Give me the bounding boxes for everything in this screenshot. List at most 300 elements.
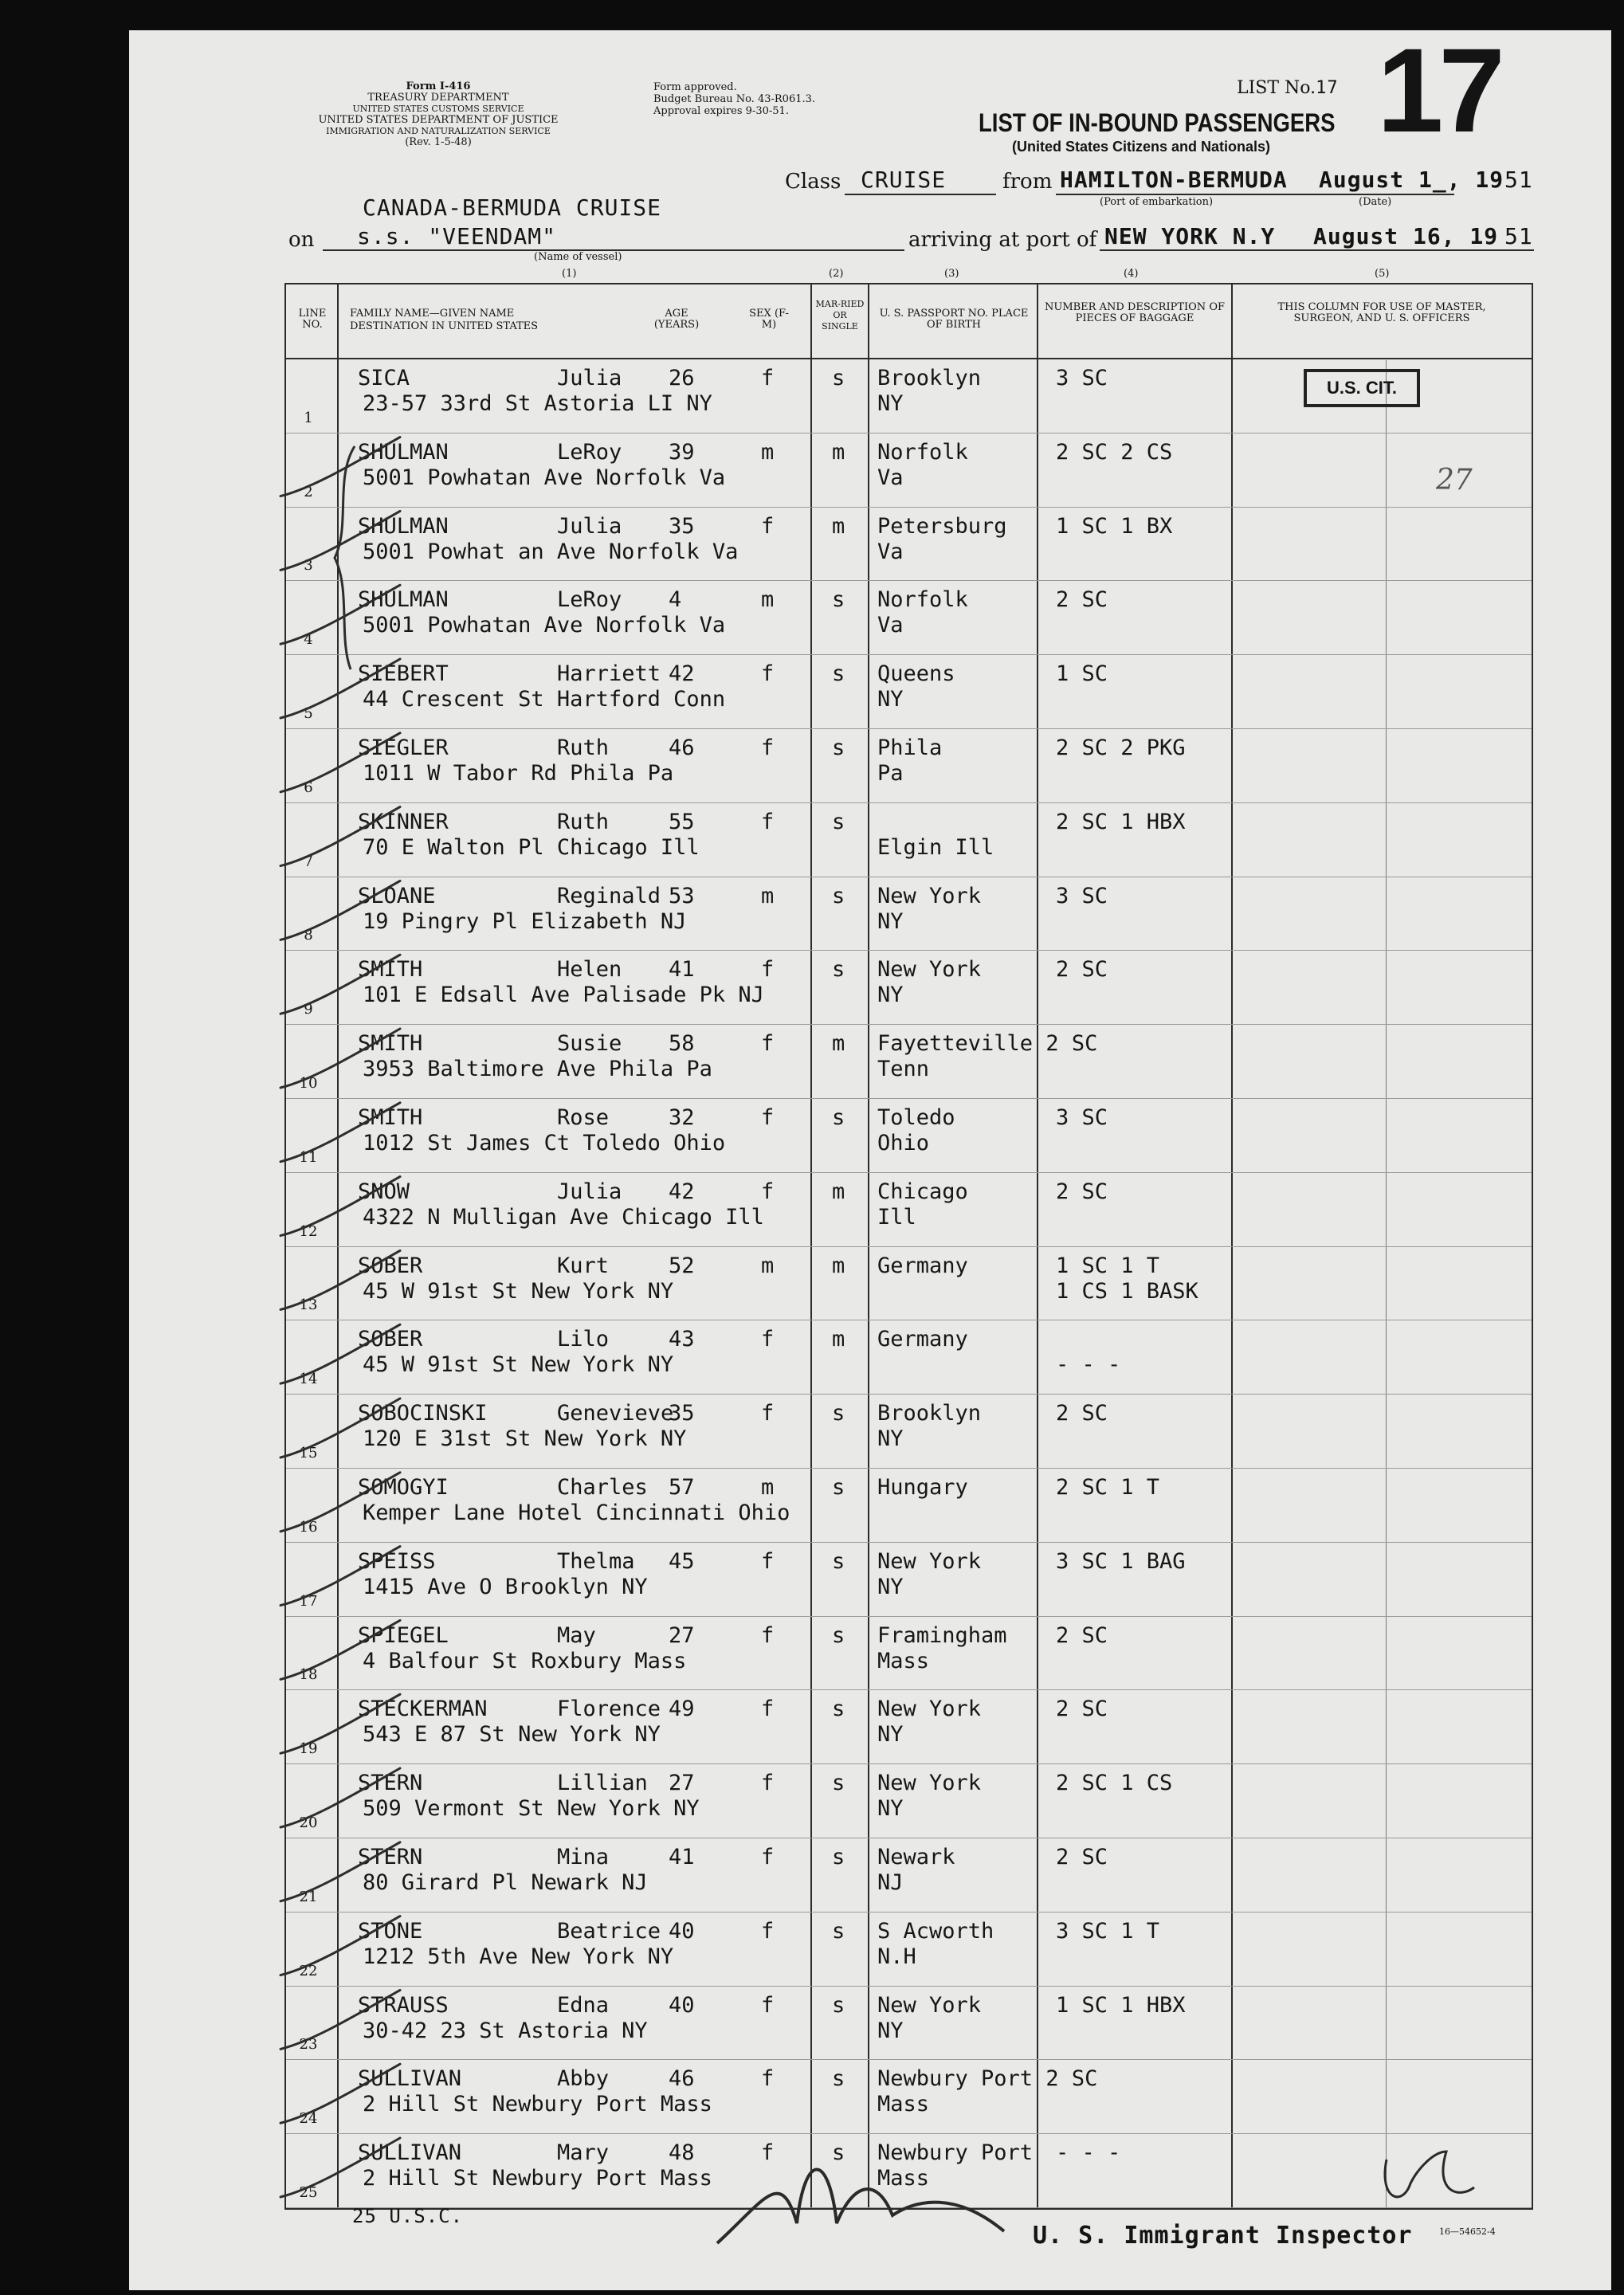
- line-number: 5: [304, 704, 313, 722]
- birthplace-state: NY: [877, 2018, 904, 2043]
- line-number: 11: [299, 1148, 318, 1166]
- embark-underline: [1056, 194, 1454, 195]
- vessel-caption: (Name of vessel): [534, 251, 622, 263]
- given-name: Lilo: [557, 1327, 610, 1352]
- baggage: 3 SC 1 T: [1056, 1918, 1160, 1944]
- sex: f: [761, 513, 775, 539]
- birthplace: Norfolk: [877, 587, 968, 613]
- married-single: s: [832, 1771, 845, 1796]
- line-number: 4: [304, 631, 313, 649]
- family-name: SKINNER: [358, 809, 449, 834]
- age: 41: [669, 1845, 695, 1869]
- married-single: s: [832, 1105, 845, 1130]
- destination-address: 2 Hill St Newbury Port Mass: [363, 2166, 712, 2191]
- baggage: 2 SC 1 CS: [1056, 1771, 1173, 1796]
- header-destination: DESTINATION IN UNITED STATES: [350, 320, 539, 332]
- table-row: [286, 1617, 1532, 1691]
- family-name: SULLIVAN: [358, 2066, 462, 2092]
- arrival-date: August 16, 19: [1313, 223, 1499, 249]
- depart-year: 51: [1504, 167, 1533, 193]
- family-name: STERN: [358, 1845, 423, 1869]
- line-number: 17: [299, 1592, 318, 1610]
- baggage: 3 SC: [1056, 1105, 1108, 1130]
- destination-address: 120 E 31st St New York NY: [363, 1426, 687, 1452]
- age: 27: [669, 1622, 695, 1648]
- age: 32: [669, 1105, 695, 1130]
- given-name: Thelma: [557, 1548, 635, 1574]
- line-number: 23: [299, 2036, 318, 2054]
- married-single: s: [832, 957, 845, 983]
- sex: f: [761, 1105, 775, 1130]
- birthplace-state: Va: [877, 539, 904, 564]
- birthplace: New York: [877, 1548, 982, 1574]
- approval-line-1: Form approved.: [653, 81, 737, 93]
- sex: f: [761, 1548, 775, 1574]
- married-single: s: [832, 1548, 845, 1574]
- birthplace-state: Va: [877, 465, 904, 490]
- baggage: 2 SC 2 PKG: [1056, 736, 1186, 760]
- baggage: 3 SC: [1056, 366, 1108, 390]
- birthplace: Norfolk: [877, 439, 968, 465]
- approval-line-2: Budget Bureau No. 43-R061.3.: [653, 93, 816, 105]
- given-name: Florence: [557, 1697, 661, 1722]
- sex: f: [761, 1327, 775, 1352]
- birthplace-state: NY: [877, 908, 904, 934]
- table-row: [286, 1099, 1532, 1173]
- married-single: s: [832, 1697, 845, 1722]
- class-label: Class: [785, 170, 841, 194]
- married-single: s: [832, 883, 845, 908]
- married-single: s: [832, 809, 845, 834]
- baggage-extra: - - -: [1056, 1352, 1121, 1378]
- age: 40: [669, 1992, 695, 2018]
- header-line-no: LINE NO.: [298, 308, 327, 331]
- row-divider: [286, 2207, 1532, 2208]
- depart-date: August 1_, 19: [1319, 167, 1504, 193]
- given-name: Reginald: [557, 883, 661, 908]
- baggage: 2 SC: [1056, 957, 1108, 983]
- family-name: SPEISS: [358, 1548, 436, 1574]
- family-name: SMITH: [358, 957, 423, 983]
- table-row: [286, 1469, 1532, 1543]
- given-name: Susie: [557, 1031, 622, 1057]
- married-single: s: [832, 1992, 845, 2018]
- birthplace: Newbury Port 2 SC: [877, 2066, 1098, 2092]
- married-single: m: [832, 1327, 845, 1352]
- destination-address: 45 W 91st St New York NY: [363, 1352, 674, 1378]
- line-number: 7: [304, 853, 313, 870]
- age: 26: [669, 366, 695, 390]
- destination-address: 2 Hill St Newbury Port Mass: [363, 2092, 712, 2117]
- destination-address: 1011 W Tabor Rd Phila Pa: [363, 761, 674, 786]
- birthplace: New York: [877, 957, 982, 983]
- given-name: LeRoy: [557, 439, 622, 465]
- age: 53: [669, 883, 695, 908]
- destination-address: Kemper Lane Hotel Cincinnati Ohio: [363, 1501, 790, 1525]
- destination-address: 5001 Powhatan Ave Norfolk Va: [363, 465, 726, 490]
- baggage: 2 SC: [1056, 1401, 1108, 1426]
- family-name: SIEGLER: [358, 736, 449, 760]
- birthplace-state: NY: [877, 1796, 904, 1822]
- family-name: STECKERMAN: [358, 1697, 488, 1722]
- table-row: [286, 508, 1532, 582]
- sex: f: [761, 957, 775, 983]
- destination-address: 44 Crescent St Hartford Conn: [363, 687, 726, 712]
- family-name: STRAUSS: [358, 1992, 449, 2018]
- family-name: STERN: [358, 1771, 423, 1796]
- list-number-typed: 17: [1316, 78, 1339, 98]
- given-name: Ruth: [557, 809, 610, 834]
- married-single: s: [832, 1622, 845, 1648]
- destination-address: 101 E Edsall Ave Palisade Pk NJ: [363, 983, 764, 1008]
- line-number: 19: [299, 1740, 318, 1758]
- birthplace-state: NY: [877, 1426, 904, 1452]
- family-name: SHULMAN: [358, 587, 449, 613]
- table-row: [286, 1395, 1532, 1469]
- birthplace: Queens: [877, 661, 955, 687]
- col-number-3: (3): [944, 268, 959, 280]
- given-name: Genevieve: [557, 1401, 674, 1426]
- destination-address: 543 E 87 St New York NY: [363, 1722, 661, 1748]
- header-sex: SEX (F-M): [749, 308, 789, 331]
- table-row: [286, 655, 1532, 729]
- destination-address: 4322 N Mulligan Ave Chicago Ill: [363, 1204, 764, 1230]
- table-row: [286, 1543, 1532, 1617]
- given-name: Julia: [557, 1179, 622, 1204]
- us-citizen-stamp: U.S. CIT.: [1304, 369, 1420, 407]
- baggage: 2 SC 1 HBX: [1056, 809, 1186, 834]
- header-officers: THIS COLUMN FOR USE OF MASTER, SURGEON, AND U. S. OFFICERS: [1277, 301, 1486, 324]
- family-name: SMITH: [358, 1031, 423, 1057]
- baggage: 2 SC 2 CS: [1056, 439, 1173, 465]
- baggage: 1 SC 1 T: [1056, 1253, 1160, 1278]
- married-single: s: [832, 1475, 845, 1500]
- sex: f: [761, 1031, 775, 1057]
- line-number: 16: [299, 1518, 318, 1536]
- destination-address: 70 E Walton Pl Chicago Ill: [363, 834, 700, 860]
- destination-address: 509 Vermont St New York NY: [363, 1796, 700, 1822]
- line-number: 8: [304, 927, 313, 944]
- baggage: 2 SC 1 T: [1056, 1475, 1160, 1500]
- table-row: [286, 2134, 1532, 2208]
- approval-block: [653, 81, 815, 117]
- family-name: SNOW: [358, 1179, 410, 1204]
- baggage: 3 SC 1 BAG: [1056, 1548, 1186, 1574]
- table-body: [286, 359, 1532, 2208]
- inspector-label: U. S. Immigrant Inspector: [1033, 2222, 1413, 2250]
- big-sheet-number: 17: [1377, 23, 1500, 157]
- age: 49: [669, 1697, 695, 1722]
- approval-line-3: Approval expires 9-30-51.: [653, 105, 789, 117]
- ins-service: IMMIGRATION AND NATURALIZATION SERVICE: [326, 126, 551, 136]
- table-row: [286, 1025, 1532, 1099]
- birthplace: Newark: [877, 1845, 955, 1869]
- table-row: [286, 951, 1532, 1025]
- age: 46: [669, 736, 695, 760]
- baggage: 1 SC 1 BX: [1056, 513, 1173, 539]
- table-row: [286, 1912, 1532, 1987]
- destination-address: 1415 Ave O Brooklyn NY: [363, 1574, 648, 1599]
- married-single: s: [832, 2140, 845, 2166]
- birthplace: Chicago: [877, 1179, 968, 1204]
- class-underline: [845, 194, 996, 195]
- married-single: s: [832, 661, 845, 687]
- line-number: 3: [304, 557, 313, 575]
- given-name: Beatrice: [557, 1918, 661, 1944]
- col-number-2: (2): [829, 268, 844, 280]
- customs-service: UNITED STATES CUSTOMS SERVICE: [352, 104, 524, 114]
- age: 46: [669, 2066, 695, 2092]
- family-name: SHULMAN: [358, 513, 449, 539]
- line-number: 22: [299, 1962, 318, 1979]
- header-age: AGE (YEARS): [653, 308, 700, 331]
- sex: f: [761, 809, 775, 834]
- cruise-name: CANADA-BERMUDA CRUISE: [363, 194, 662, 221]
- age: 43: [669, 1327, 695, 1352]
- birthplace-state: NJ: [877, 1870, 904, 1895]
- line-number: 18: [299, 1666, 318, 1684]
- age: 52: [669, 1253, 695, 1278]
- birthplace-state: Elgin Ill: [877, 834, 994, 860]
- family-name: SOBOCINSKI: [358, 1401, 488, 1426]
- given-name: Helen: [557, 957, 622, 983]
- header-family-name: FAMILY NAME—GIVEN NAME: [350, 308, 515, 320]
- footer-count: 25 U.S.C.: [352, 2205, 464, 2227]
- given-name: Lillian: [557, 1771, 648, 1796]
- given-name: Mary: [557, 2140, 610, 2166]
- age: 48: [669, 2140, 695, 2166]
- given-name: Abby: [557, 2066, 610, 2092]
- given-name: May: [557, 1622, 596, 1648]
- line-number: 20: [299, 1814, 318, 1831]
- line-number: 24: [299, 2110, 318, 2128]
- sex: m: [761, 883, 775, 908]
- family-name: SOMOGYI: [358, 1475, 449, 1500]
- sex: m: [761, 439, 775, 465]
- married-single: m: [832, 439, 845, 465]
- birthplace: Toledo: [877, 1105, 955, 1130]
- age: 42: [669, 1179, 695, 1204]
- line-number: 1: [304, 409, 313, 426]
- birthplace: New York: [877, 1771, 982, 1796]
- arriving-label: arriving at port of: [908, 228, 1097, 252]
- arrival-port: NEW YORK N.Y: [1104, 223, 1276, 249]
- line-number: 15: [299, 1444, 318, 1461]
- family-name: STONE: [358, 1918, 423, 1944]
- birthplace-state: NY: [877, 1574, 904, 1599]
- family-name: SOBER: [358, 1253, 423, 1278]
- destination-address: 1212 5th Ave New York NY: [363, 1944, 674, 1969]
- destination-address: 45 W 91st St New York NY: [363, 1278, 674, 1304]
- line-number: 2: [304, 483, 313, 500]
- married-single: s: [832, 587, 845, 613]
- baggage: 2 SC: [1056, 1622, 1108, 1648]
- destination-address: 23-57 33rd St Astoria LI NY: [363, 391, 712, 416]
- family-name: SPIEGEL: [358, 1622, 449, 1648]
- header-passport: U. S. PASSPORT NO. PLACE OF BIRTH: [879, 308, 1029, 331]
- birthplace: Germany: [877, 1327, 968, 1352]
- married-single: s: [832, 366, 845, 390]
- baggage: 2 SC: [1056, 587, 1108, 613]
- given-name: Harriett: [557, 661, 661, 687]
- birthplace: New York: [877, 1697, 982, 1722]
- family-name: SICA: [358, 366, 410, 390]
- given-name: Kurt: [557, 1253, 610, 1278]
- married-single: s: [832, 1918, 845, 1944]
- sex: m: [761, 587, 775, 613]
- age: 57: [669, 1475, 695, 1500]
- given-name: Charles: [557, 1475, 648, 1500]
- class-value: CRUISE: [861, 167, 947, 193]
- line-number: 10: [299, 1074, 318, 1092]
- sex: f: [761, 2140, 775, 2166]
- birthplace-state: Ill: [877, 1204, 916, 1230]
- birthplace: Germany: [877, 1253, 968, 1278]
- baggage: 1 SC: [1056, 661, 1108, 687]
- destination-address: 80 Girard Pl Newark NJ: [363, 1870, 648, 1895]
- table-row: [286, 1690, 1532, 1764]
- port-embark-caption: (Port of embarkation): [1100, 196, 1214, 208]
- page-title: LIST OF IN-BOUND PASSENGERS: [979, 108, 1336, 137]
- revision: (Rev. 1-5-48): [405, 136, 472, 148]
- birthplace-state: Pa: [877, 761, 904, 786]
- sex: f: [761, 1179, 775, 1204]
- line-number: 25: [299, 2183, 318, 2201]
- birthplace-state: NY: [877, 1722, 904, 1748]
- baggage: - - -: [1056, 2140, 1121, 2166]
- destination-address: 1012 St James Ct Toledo Ohio: [363, 1131, 726, 1155]
- baggage: 2 SC: [1056, 1179, 1108, 1204]
- married-single: m: [832, 1031, 845, 1057]
- sex: f: [761, 1845, 775, 1869]
- birthplace: Brooklyn: [877, 366, 982, 390]
- married-single: m: [832, 1253, 845, 1278]
- vessel-name: s.s. "VEENDAM": [357, 223, 557, 249]
- family-name: SLOANE: [358, 883, 436, 908]
- justice-dept: UNITED STATES DEPARTMENT OF JUSTICE: [318, 114, 559, 126]
- table-row: [286, 1838, 1532, 1912]
- birthplace: Hungary: [877, 1475, 968, 1500]
- age: 35: [669, 513, 695, 539]
- table-row: [286, 803, 1532, 877]
- birthplace-state: NY: [877, 983, 904, 1008]
- sex: f: [761, 736, 775, 760]
- age: 35: [669, 1401, 695, 1426]
- age: 40: [669, 1918, 695, 1944]
- sex: f: [761, 366, 775, 390]
- sex: f: [761, 1622, 775, 1648]
- birthplace: Framingham: [877, 1622, 1007, 1648]
- baggage-extra: 1 CS 1 BASK: [1056, 1278, 1198, 1304]
- birthplace: Phila: [877, 736, 943, 760]
- table-row: [286, 2060, 1532, 2134]
- line-number: 12: [299, 1222, 318, 1240]
- age: 58: [669, 1031, 695, 1057]
- sex: f: [761, 1992, 775, 2018]
- age: 27: [669, 1771, 695, 1796]
- age: 55: [669, 809, 695, 834]
- family-name: SULLIVAN: [358, 2140, 462, 2166]
- baggage: 2 SC: [1056, 1845, 1108, 1869]
- line-number: 13: [299, 1297, 318, 1314]
- destination-address: 5001 Powhatan Ave Norfolk Va: [363, 613, 726, 638]
- given-name: Edna: [557, 1992, 610, 2018]
- table-row: [286, 1987, 1532, 2061]
- married-single: s: [832, 1845, 845, 1869]
- married-single: s: [832, 1401, 845, 1426]
- col-number-5: (5): [1375, 268, 1390, 280]
- family-name: SOBER: [358, 1327, 423, 1352]
- table-row: [286, 877, 1532, 951]
- line-number: 6: [304, 779, 313, 796]
- arrival-underline: [1100, 249, 1534, 251]
- birthplace-state: Va: [877, 613, 904, 638]
- given-name: Rose: [557, 1105, 610, 1130]
- age: 42: [669, 661, 695, 687]
- married-single: s: [832, 2066, 845, 2092]
- birthplace: Newbury Port: [877, 2140, 1034, 2166]
- arrival-year: 51: [1504, 223, 1533, 249]
- treasury-dept: TREASURY DEPARTMENT: [367, 92, 509, 104]
- family-name: SIEBERT: [358, 661, 449, 687]
- birthplace-state: Mass: [877, 2166, 930, 2191]
- married-single: s: [832, 736, 845, 760]
- page-subtitle: (United States Citizens and Nationals): [1012, 139, 1271, 155]
- destination-address: 4 Balfour St Roxbury Mass: [363, 1648, 687, 1673]
- table-row: [286, 434, 1532, 508]
- given-name: Ruth: [557, 736, 610, 760]
- age: 41: [669, 957, 695, 983]
- age: 4: [669, 587, 682, 613]
- table-row: [286, 1173, 1532, 1247]
- family-name: SHULMAN: [358, 439, 449, 465]
- destination-address: 30-42 23 St Astoria NY: [363, 2018, 648, 2043]
- birthplace: S Acworth: [877, 1918, 994, 1944]
- birthplace: Brooklyn: [877, 1401, 982, 1426]
- birthplace: New York: [877, 1992, 982, 2018]
- birthplace-state: Ohio: [877, 1131, 930, 1155]
- sex: m: [761, 1475, 775, 1500]
- margin-note: 27: [1436, 464, 1473, 496]
- date-caption: (Date): [1359, 196, 1392, 208]
- given-name: Mina: [557, 1845, 610, 1869]
- birthplace: New York: [877, 883, 982, 908]
- embark-port: HAMILTON-BERMUDA: [1060, 167, 1288, 193]
- birthplace-state: N.H: [877, 1944, 916, 1969]
- sex: f: [761, 661, 775, 687]
- from-label: from: [1002, 170, 1053, 194]
- form-number: Form I-416: [406, 80, 471, 92]
- print-code: 16—54652-4: [1439, 2226, 1496, 2237]
- sex: f: [761, 1918, 775, 1944]
- header-baggage: NUMBER AND DESCRIPTION OF PIECES OF BAGGAGE: [1044, 301, 1225, 324]
- birthplace-state: Mass: [877, 2092, 930, 2117]
- on-label: on: [288, 228, 315, 252]
- col-number-1: (1): [562, 268, 577, 280]
- given-name: Julia: [557, 366, 622, 390]
- table-row: [286, 1247, 1532, 1321]
- destination-address: 5001 Powhat an Ave Norfolk Va: [363, 539, 739, 564]
- married-single: m: [832, 1179, 845, 1204]
- sex: f: [761, 2066, 775, 2092]
- birthplace-state: Mass: [877, 1648, 930, 1673]
- destination-address: 3953 Baltimore Ave Phila Pa: [363, 1057, 712, 1082]
- sex: f: [761, 1401, 775, 1426]
- header-married: MAR-RIED OR SINGLE: [815, 299, 865, 332]
- baggage: 3 SC: [1056, 883, 1108, 908]
- table-row: [286, 729, 1532, 803]
- age: 39: [669, 439, 695, 465]
